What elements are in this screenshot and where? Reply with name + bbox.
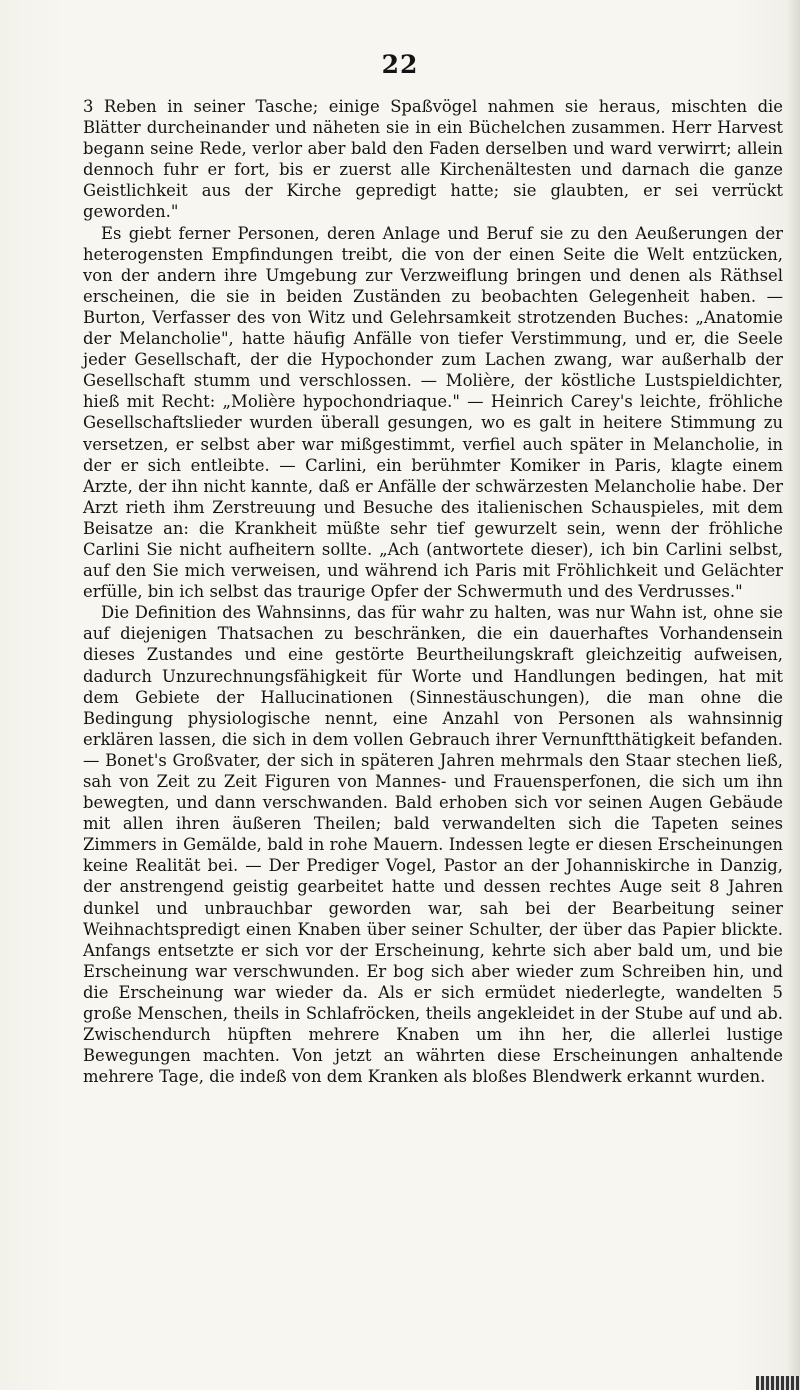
paragraph-hallucinations: Die Definition des Wahnsinns, das für wahr zu halten, was nur Wahn ist, ohne sie auf diejenigen Thatsachen zu beschränken, die ein dauerhaftes Vorhandensein dieses Zustandes und eine gestörte Beurtheilungskraft gleichzeitig aufweisen, dadurch Unzurechnungsfähigkeit für Worte und Handlungen bedingen, hat mit dem Gebiete der Hallucinationen (Sinnestäuschungen), die man ohne die Bedingung physiologische nennt, eine Anzahl von Personen als wahnsinnig erklären lassen, die sich in dem vollen Gebrauch ihrer Vernunftthätigkeit befanden. — Bonet's Großvater, der sich in späteren Jahren mehrmals den Staar stechen ließ, sah von Zeit zu Zeit Figuren von Mannes- und Frauensperfonen, die sich um ihn bewegten, und dann verschwanden. Bald erhoben sich vor seinen Augen Gebäude mit allen ihren äußeren Theilen; bald verwandelten sich die Tapeten seines Zimmers in Gemälde, bald in rohe Mauern. Indessen legte er diesen Erscheinungen keine Realität bei. — Der Prediger Vogel, Pastor an der Johanniskirche in Danzig, der anstrengend geistig gearbeitet hatte und dessen rechtes Auge seit 8 Jahren dunkel und unbrauchbar geworden war, sah bei der Bearbeitung seiner Weihnachtspredigt einen Knaben über seiner Schulter, der über das Papier blickte. Anfangs entsetzte er sich vor der Erscheinung, kehrte sich aber bald um, und bie Erscheinung war verschwunden. Er bog sich aber wieder zum Schreiben hin, und die Erscheinung war wieder da. Als er sich ermüdet niederlegte, wandelten 5 große Menschen, theils in Schlafröcken, theils angekleidet in der Stube auf und ab. Zwischendurch hüpften mehrere Knaben um ihn her, die allerlei lustige Bewegungen machten. Von jetzt an währten diese Erscheinungen anhaltende mehrere Tage, die indeß von dem Kranken als bloßes Blendwerk erkannt wurden. (83, 603, 783, 1087)
page-body-text (83, 96, 783, 1087)
page-edge-shadow (786, 0, 800, 1390)
scan-color-bar (756, 1376, 800, 1390)
paragraph-temperaments: Es giebt ferner Personen, deren Anlage und Beruf sie zu den Aeußerungen der heterogensten Empfindungen treibt, die von der einen Seite die Welt entzücken, von der andern ihre Umgebung zur Verzweiflung bringen und denen als Räthsel erscheinen, die sie in beiden Zuständen zu beobachten Gelegenheit haben. — Burton, Verfasser des von Witz und Gelehrsamkeit strotzenden Buches: „Anatomie der Melancholie", hatte häufig Anfälle von tiefer Verstimmung, und er, die Seele jeder Gesellschaft, der die Hypochonder zum Lachen zwang, war außerhalb der Gesellschaft stumm und verschlossen. — Molière, der köstliche Lustspieldichter, hieß mit Recht: „Molière hypochondriaque." — Heinrich Carey's leichte, fröhliche Gesellschaftslieder wurden überall gesungen, wo es galt in heitere Stimmung zu versetzen, er selbst aber war mißgestimmt, verfiel auch später in Melancholie, in der er sich entleibte. — Carlini, ein berühmter Komiker in Paris, klagte einem Arzte, der ihn nicht kannte, daß er Anfälle der schwärzesten Melancholie habe. Der Arzt rieth ihm Zerstreuung und Besuche des italienischen Schauspieles, mit dem Beisatze an: die Krankheit müßte sehr tief gewurzelt sein, wenn der fröhliche Carlini Sie nicht aufheitern sollte. „Ach (antwortete dieser), ich bin Carlini selbst, auf den Sie mich verweisen, und während ich Paris mit Fröhlichkeit und Gelächter erfülle, bin ich selbst das traurige Opfer der Schwermuth und des Verdrusses." (83, 223, 783, 602)
page-number: 22 (381, 50, 419, 79)
paragraph-continuation: 3 Reben in seiner Tasche; einige Spaßvögel nahmen sie heraus, mischten die Blätter durcheinander und näheten sie in ein Büchelchen zusammen. Herr Harvest begann seine Rede, verlor aber bald den Faden derselben und ward verwirrt; allein dennoch fuhr er fort, bis er zuerst alle Kirchenältesten und darnach die ganze Geistlichkeit aus der Kirche gepredigt hatte; sie glaubten, er sei verrückt geworden." (83, 97, 783, 222)
